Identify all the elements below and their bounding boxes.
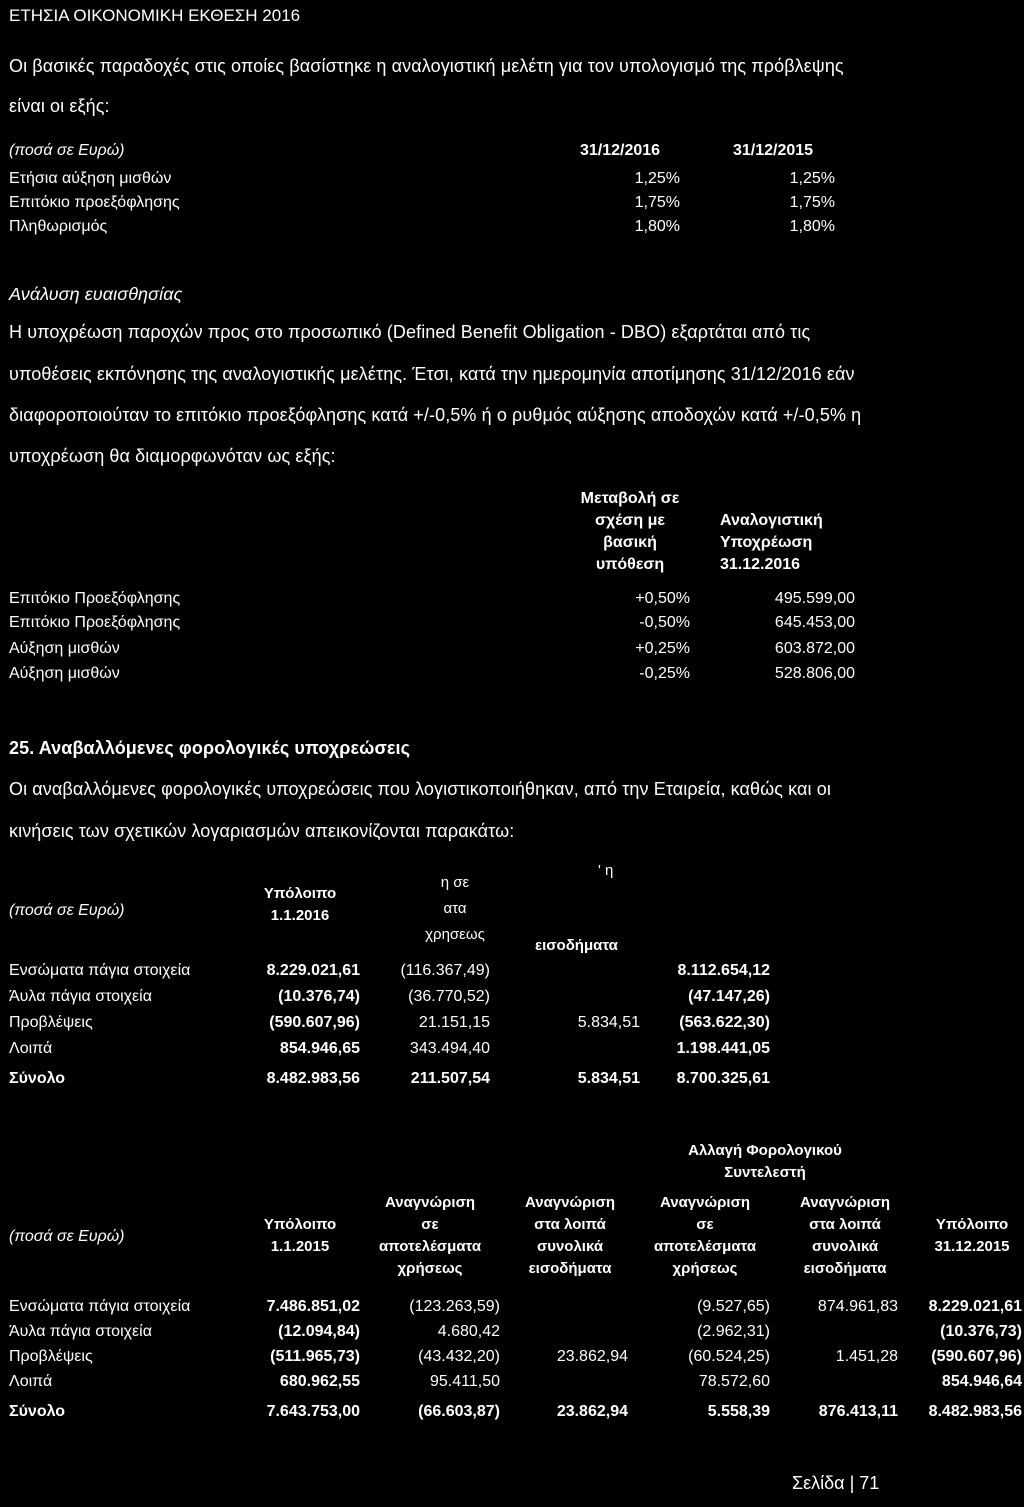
- sensitivity-row-change: -0,25%: [639, 665, 690, 682]
- header-line: 1.1.2015: [270, 1238, 330, 1255]
- table-2016-total-label: Σύνολο: [9, 1070, 66, 1087]
- sensitivity-row-value: 645.453,00: [774, 614, 855, 631]
- table-2015-unit-label: (ποσά σε Ευρώ): [9, 1228, 125, 1245]
- table-2016-row-label: Ενσώματα πάγια στοιχεία: [9, 962, 191, 979]
- header-line: Υπόλοιπο: [263, 885, 337, 902]
- table-2016-unit-label: (ποσά σε Ευρώ): [9, 902, 125, 919]
- table-2016-cell: 5.834,51: [577, 1014, 640, 1031]
- header-line: συνολικά: [811, 1238, 879, 1255]
- table-2015-total-cell: 876.413,11: [818, 1403, 898, 1420]
- sensitivity-line-3: διαφοροποιούταν το επιτόκιο προεξόφλησης κατά +/-0,5% ή ο ρυθμός αύξησης αποδοχών κατά +/-0,5% η: [9, 405, 862, 425]
- sensitivity-row-change: +0,25%: [635, 640, 690, 657]
- sensitivity-row-change: -0,50%: [639, 614, 690, 631]
- assumptions-row-label: Πληθωρισμός: [9, 218, 108, 235]
- table-2015-total-cell: 23.862,94: [556, 1403, 628, 1420]
- table-2016-cell: (10.376,74): [278, 988, 360, 1005]
- header-line: συνολικά: [536, 1238, 604, 1255]
- table-2016-cell: (563.622,30): [679, 1014, 770, 1031]
- table-2015-cell: 1.451,28: [835, 1348, 898, 1365]
- sensitivity-col-change-header: [565, 488, 695, 576]
- table-2016-row-label: Προβλέψεις: [9, 1014, 93, 1031]
- sensitivity-row-value: 528.806,00: [774, 665, 855, 682]
- assumptions-row-value-2016: 1,80%: [634, 218, 680, 235]
- report-header-title: ΕΤΗΣΙΑ ΟΙΚΟΝΟΜΙΚΗ ΕΚΘΕΣΗ 2016: [9, 6, 301, 25]
- table-2015-cell: (10.376,73): [940, 1323, 1022, 1340]
- table-2016-cell: 854.946,65: [279, 1040, 360, 1057]
- table-2016-cell: (36.770,52): [408, 988, 490, 1005]
- table-2016-cell: 1.198.441,05: [676, 1040, 770, 1057]
- table-2015-cell: 78.572,60: [698, 1373, 770, 1390]
- sensitivity-line-2: υποθέσεις εκπόνησης της αναλογιστικής μελέτης. Έτσι, κατά την ημερομηνία αποτίμησης 31/12/2016 εάν: [9, 364, 855, 384]
- header-line: χρήσεως: [397, 1260, 463, 1277]
- table-2016-income-header: [400, 870, 510, 948]
- sensitivity-row-value: 495.599,00: [774, 590, 855, 607]
- table-2015-cell: (2.962,31): [697, 1323, 770, 1340]
- section-25-heading: 25. Αναβαλλόμενες φορολογικές υποχρεώσεις: [9, 738, 411, 758]
- table-2016-row-label: Άυλα πάγια στοιχεία: [9, 988, 152, 1005]
- header-line: Αναλογιστική: [720, 512, 823, 529]
- header-line: Αλλαγή Φορολογικού: [688, 1142, 842, 1159]
- sensitivity-col-obligation-header: [720, 510, 823, 576]
- table-2015-cell: 874.961,83: [817, 1298, 898, 1315]
- header-line: σε: [696, 1216, 714, 1233]
- table-2016-cell: (590.607,96): [269, 1014, 360, 1031]
- header-line: Υποχρέωση: [720, 534, 813, 551]
- header-line: αποτελέσματα: [378, 1238, 482, 1255]
- assumptions-row-value-2015: 1,80%: [789, 218, 835, 235]
- table-2016-cell: 8.112.654,12: [677, 962, 770, 979]
- table-2015-row-label: Προβλέψεις: [9, 1348, 93, 1365]
- header-line: Υπόλοιπο: [263, 1216, 337, 1233]
- header-line: 1.1.2016: [270, 907, 330, 924]
- header-line: Συντελεστή: [724, 1164, 806, 1181]
- sensitivity-row-label: Αύξηση μισθών: [9, 640, 120, 657]
- assumptions-row-value-2015: 1,25%: [789, 170, 835, 187]
- table-2016-cell: (47.147,26): [688, 988, 770, 1005]
- sensitivity-row-label: Επιτόκιο Προεξόφλησης: [9, 614, 181, 631]
- header-line: αποτελέσματα: [653, 1238, 757, 1255]
- table-2015-cell: (60.524,25): [688, 1348, 770, 1365]
- header-line: σχέση με: [595, 512, 665, 529]
- table-2015-cell: 680.962,55: [279, 1373, 360, 1390]
- header-line: η σε: [440, 874, 470, 891]
- table-2015-cell: 854.946,64: [941, 1373, 1022, 1390]
- intro-line-1: Οι βασικές παραδοχές στις οποίες βασίστηκε η αναλογιστική μελέτη για τον υπολογισμό της πρόβλεψης: [9, 56, 844, 76]
- table-2015-cell: 4.680,42: [437, 1323, 500, 1340]
- table-2015-rate-income-header: [645, 1192, 765, 1280]
- header-line: ατα: [443, 900, 467, 917]
- table-2015-total-cell: 5.558,39: [707, 1403, 770, 1420]
- table-2015-total-label: Σύνολο: [9, 1403, 66, 1420]
- table-2016-balance-header: [250, 883, 350, 927]
- sensitivity-row-label: Αύξηση μισθών: [9, 665, 120, 682]
- header-line: Αναγνώριση: [799, 1194, 891, 1211]
- table-2016-row-label: Λοιπά: [9, 1040, 53, 1057]
- table-2015-cell: (511.965,73): [270, 1348, 360, 1365]
- header-line: σε: [421, 1216, 439, 1233]
- table-2016-oci-header: εισοδήματα: [535, 937, 618, 954]
- assumptions-unit-label: (ποσά σε Ευρώ): [9, 142, 125, 159]
- table-2015-total-cell: 8.482.983,56: [928, 1403, 1022, 1420]
- assumptions-row-value-2015: 1,75%: [789, 194, 835, 211]
- table-2015-cell: 7.486.851,02: [266, 1298, 360, 1315]
- assumptions-row-label: Ετήσια αύξηση μισθών: [9, 170, 172, 187]
- header-line: Αναγνώριση: [524, 1194, 616, 1211]
- table-2016-cell: 343.494,40: [409, 1040, 490, 1057]
- header-line: χρησεως: [425, 926, 485, 943]
- table-2015-cell: 8.229.021,61: [928, 1298, 1022, 1315]
- table-2015-cell: (123.263,59): [409, 1298, 500, 1315]
- section-25-line-2: κινήσεις των σχετικών λογαριασμών απεικονίζονται παρακάτω:: [9, 821, 515, 841]
- table-2015-rate-oci-header: [785, 1192, 905, 1280]
- assumptions-col-2015: 31/12/2015: [733, 142, 814, 159]
- header-line: Υπόλοιπο: [935, 1216, 1009, 1233]
- table-2016-total-cell: 8.482.983,56: [266, 1070, 360, 1087]
- header-line: Μεταβολή σε: [580, 490, 680, 507]
- header-line: εισοδήματα: [528, 1260, 612, 1277]
- table-2016-total-cell: 8.700.325,61: [676, 1070, 770, 1087]
- table-2015-cell: 23.862,94: [556, 1348, 628, 1365]
- header-line: εισοδήματα: [803, 1260, 887, 1277]
- table-2015-row-label: Άυλα πάγια στοιχεία: [9, 1323, 152, 1340]
- table-2015-cell: (590.607,96): [931, 1348, 1022, 1365]
- section-25-line-1: Οι αναβαλλόμενες φορολογικές υποχρεώσεις που λογιστικοποιήθηκαν, από την Εταιρεία, καθώς και οι: [9, 779, 831, 799]
- table-2016-cell: (116.367,49): [400, 962, 490, 979]
- table-2016-total-cell: 5.834,51: [577, 1070, 640, 1087]
- header-line: υπόθεση: [595, 556, 665, 573]
- table-2016-oci-header-top: ' η: [598, 862, 614, 879]
- header-line: στα λοιπά: [534, 1216, 606, 1233]
- table-2015-cell: (12.094,84): [278, 1323, 360, 1340]
- table-2015-row-label: Ενσώματα πάγια στοιχεία: [9, 1298, 191, 1315]
- header-line: Αναγνώριση: [659, 1194, 751, 1211]
- sensitivity-row-change: +0,50%: [635, 590, 690, 607]
- sensitivity-line-4: υποχρέωση θα διαμορφωνόταν ως εξής:: [9, 446, 336, 466]
- table-2015-balance-end-header: [922, 1214, 1022, 1258]
- page-number: Σελίδα | 71: [792, 1473, 880, 1493]
- sensitivity-title: Ανάλυση ευαισθησίας: [9, 284, 183, 304]
- intro-line-2: είναι οι εξής:: [9, 96, 110, 116]
- table-2015-cell: (43.432,20): [418, 1348, 500, 1365]
- sensitivity-row-label: Επιτόκιο Προεξόφλησης: [9, 590, 181, 607]
- header-line: 31.12.2016: [720, 556, 801, 573]
- assumptions-row-label: Επιτόκιο προεξόφλησης: [9, 194, 180, 211]
- assumptions-col-2016: 31/12/2016: [580, 142, 661, 159]
- sensitivity-line-1: Η υποχρέωση παροχών προς στο προσωπικό (Defined Benefit Obligation - DBO) εξαρτάται από τις: [9, 322, 811, 342]
- table-2016-cell: 21.151,15: [418, 1014, 490, 1031]
- table-2015-row-label: Λοιπά: [9, 1373, 53, 1390]
- header-line: χρήσεως: [672, 1260, 738, 1277]
- header-line: στα λοιπά: [809, 1216, 881, 1233]
- header-line: 31.12.2015: [934, 1238, 1010, 1255]
- tax-rate-change-group-header: [640, 1140, 890, 1184]
- table-2015-cell: 95.411,50: [430, 1373, 500, 1390]
- table-2016-total-cell: 211.507,54: [410, 1070, 490, 1087]
- table-2015-cell: (9.527,65): [697, 1298, 770, 1315]
- table-2015-income-header: [370, 1192, 490, 1280]
- table-2015-total-cell: (66.603,87): [418, 1403, 500, 1420]
- sensitivity-row-value: 603.872,00: [774, 640, 855, 657]
- assumptions-row-value-2016: 1,25%: [634, 170, 680, 187]
- table-2015-total-cell: 7.643.753,00: [266, 1403, 360, 1420]
- assumptions-row-value-2016: 1,75%: [634, 194, 680, 211]
- table-2015-oci-header: [510, 1192, 630, 1280]
- table-2015-balance-start-header: [250, 1214, 350, 1258]
- table-2016-cell: 8.229.021,61: [266, 962, 360, 979]
- header-line: βασική: [603, 534, 657, 551]
- header-line: Αναγνώριση: [384, 1194, 476, 1211]
